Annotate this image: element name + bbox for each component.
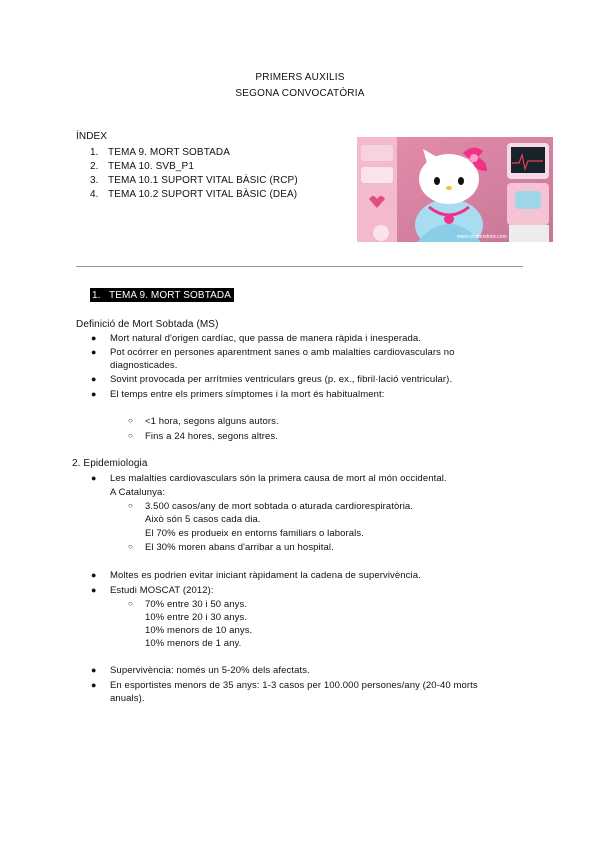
index-item: TEMA 10. SVB_P1: [108, 161, 194, 172]
sub-bullet-circle-icon: ○: [128, 416, 133, 425]
bullet-dot-icon: ●: [91, 665, 97, 675]
image-watermark: www.shutterstock.com: [457, 234, 507, 240]
list-item-continuation: anuals).: [110, 693, 145, 704]
list-item: Sovint provocada per arrítmies ventriculars greus (p. ex., fibril·lació ventricular).: [110, 374, 453, 385]
index-item: TEMA 10.1 SUPORT VITAL BÀSIC (RCP): [108, 175, 298, 186]
index-item-number: 2.: [90, 161, 99, 172]
list-item: Estudi MOSCAT (2012):: [110, 585, 214, 596]
list-item: Mort natural d'origen cardíac, que passa de manera ràpida i inesperada.: [110, 333, 421, 344]
document-subtitle: SEGONA CONVOCATÒRIA: [235, 88, 365, 99]
bullet-dot-icon: ●: [91, 473, 97, 483]
list-item: En esportistes menors de 35 anys: 1-3 casos per 100.000 persones/any (20-40 morts: [110, 680, 478, 691]
sub-list-item: El 30% moren abans d'arribar a un hospital.: [145, 542, 334, 553]
list-item: Pot ocórrer en persones aparentment sanes o amb malalties cardiovasculars no: [110, 347, 455, 358]
bullet-dot-icon: ●: [91, 347, 97, 357]
list-item-continuation: A Catalunya:: [110, 487, 166, 498]
bullet-dot-icon: ●: [91, 680, 97, 690]
bullet-dot-icon: ●: [91, 585, 97, 595]
bullet-dot-icon: ●: [91, 570, 97, 580]
index-item-number: 1.: [90, 147, 99, 158]
sub-bullet-circle-icon: ○: [128, 599, 133, 608]
definition-heading: Definició de Mort Sobtada (MS): [76, 319, 219, 330]
bullet-dot-icon: ●: [91, 389, 97, 399]
epidemiology-heading: 2. Epidemiologia: [72, 458, 148, 469]
index-item: TEMA 10.2 SUPORT VITAL BÀSIC (DEA): [108, 189, 298, 200]
horizontal-divider: [76, 266, 523, 267]
section-number: 1.: [92, 290, 101, 301]
bullet-dot-icon: ●: [91, 333, 97, 343]
sub-list-item: 70% entre 30 i 50 anys.: [145, 599, 248, 610]
sub-bullet-circle-icon: ○: [128, 542, 133, 551]
sub-list-item: <1 hora, segons alguns autors.: [145, 416, 279, 427]
sub-list-item-continuation: 10% menors de 10 anys.: [145, 625, 253, 636]
toy-doctor-image: [357, 137, 553, 242]
sub-list-item-continuation: Això són 5 casos cada dia.: [145, 514, 261, 525]
index-heading: ÍNDEX: [76, 131, 108, 142]
list-item: Moltes es podrien evitar iniciant ràpidament la cadena de supervivència.: [110, 570, 421, 581]
document-title: PRIMERS AUXILIS: [255, 72, 345, 83]
index-item: TEMA 9. MORT SOBTADA: [108, 147, 231, 158]
sub-bullet-circle-icon: ○: [128, 431, 133, 440]
list-item: El temps entre els primers símptomes i la mort és habitualment:: [110, 389, 385, 400]
list-item: Supervivència: només un 5-20% dels afectats.: [110, 665, 310, 676]
index-item-number: 3.: [90, 175, 99, 186]
sub-list-item-continuation: El 70% es produeix en entorns familiars o laborals.: [145, 528, 364, 539]
sub-bullet-circle-icon: ○: [128, 501, 133, 510]
sub-list-item-continuation: 10% menors de 1 any.: [145, 638, 242, 649]
index-item-number: 4.: [90, 189, 99, 200]
sub-list-item: Fins a 24 hores, segons altres.: [145, 431, 279, 442]
sub-list-item: 3.500 casos/any de mort sobtada o aturada cardiorespiratòria.: [145, 501, 414, 512]
list-item: Les malalties cardiovasculars són la primera causa de mort al món occidental.: [110, 473, 447, 484]
list-item-continuation: diagnosticades.: [110, 360, 178, 371]
toy-doctor-illustration: [357, 137, 553, 242]
sub-list-item-continuation: 10% entre 20 i 30 anys.: [145, 612, 248, 623]
bullet-dot-icon: ●: [91, 374, 97, 384]
section-title: TEMA 9. MORT SOBTADA: [109, 290, 232, 301]
